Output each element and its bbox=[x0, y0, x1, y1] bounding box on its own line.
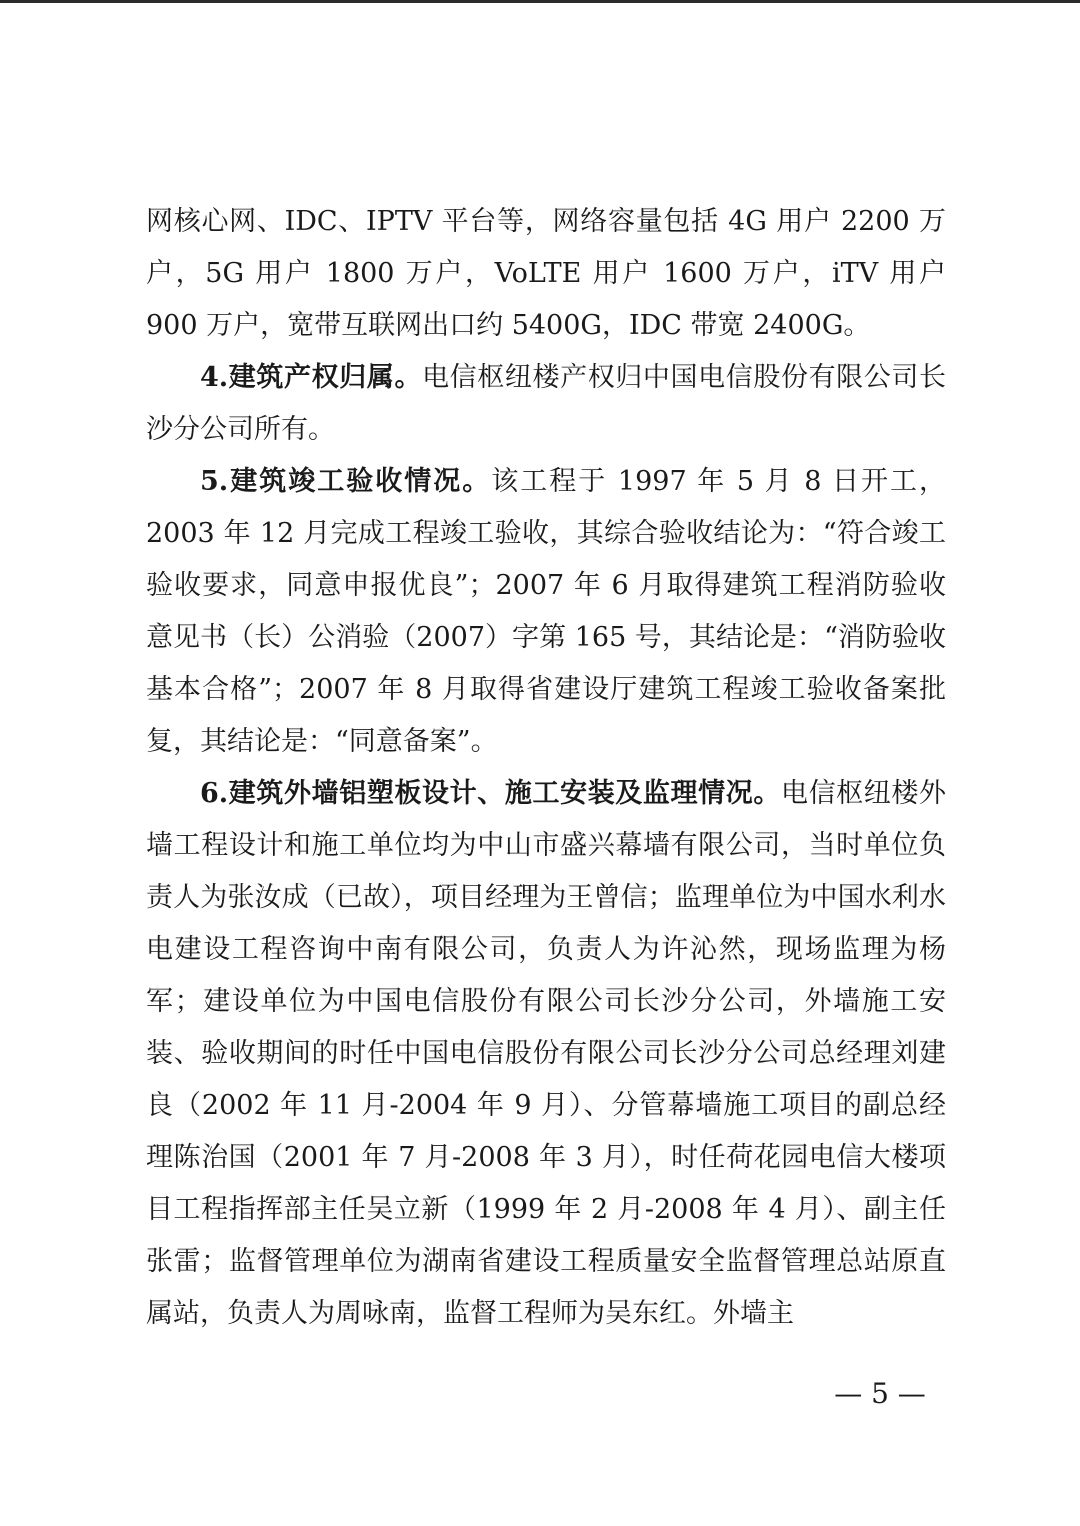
paragraph-completion-acceptance bbox=[146, 456, 946, 768]
paragraph-heading: 4.建筑产权归属。 bbox=[200, 362, 423, 393]
paragraph-property-ownership bbox=[146, 352, 946, 456]
paragraph-network-capacity bbox=[146, 196, 946, 352]
paragraph-facade-construction bbox=[146, 768, 946, 1340]
top-border bbox=[0, 0, 1080, 3]
paragraph-heading: 5.建筑竣工验收情况。 bbox=[200, 466, 492, 497]
page-number: — 5 — bbox=[834, 1377, 926, 1410]
paragraph-text: 电信枢纽楼产权归中国电信股份有限公司长沙分公司所有。 bbox=[146, 362, 947, 445]
document-body bbox=[146, 196, 946, 1340]
paragraph-text: 电信枢纽楼外墙工程设计和施工单位均为中山市盛兴幕墙有限公司，当时单位负责人为张汝成（已故），项目经理为王曾信；监理单位为中国水利水电建设工程咨询中南有限公司，负责人为许沁然，现场监理为杨军；建设单位为中国电信股份有限公司长沙分公司，外墙施工安装、验收期间的时任中国电信股份有限公司长沙分公司总经理刘建良（2002 年 11 月-2004 年 9 月）、分管幕墙施工项目的副总经理陈治国（2001 年 7 月-2008 年 3 月），时任荷花园电信大楼项目工程指挥部主任吴立新（1999 年 2 月-2008 年 4 月）、副主任张雷；监督管理单位为湖南省建设工程质量安全监督管理总站原直属站，负责人为周咏南，监督工程师为吴东红。外墙主 bbox=[146, 778, 947, 1329]
paragraph-text: 网核心网、IDC、IPTV 平台等，网络容量包括 4G 用户 2200 万户，5G 用户 1800 万户，VoLTE 用户 1600 万户，iTV 用户 900 万户，宽带互联网出口约 5400G，IDC 带宽 2400G。 bbox=[146, 206, 946, 341]
paragraph-text: 该工程于 1997 年 5 月 8 日开工，2003 年 12 月完成工程竣工验收，其综合验收结论为：“符合竣工验收要求，同意申报优良”；2007 年 6 月取得建筑工程消防验收意见书（长）公消验（2007）字第 165 号，其结论是：“消防验收基本合格”；2007 年 8 月取得省建设厅建筑工程竣工验收备案批复，其结论是：“同意备案”。 bbox=[146, 466, 946, 757]
paragraph-heading: 6.建筑外墙铝塑板设计、施工安装及监理情况。 bbox=[200, 778, 781, 809]
